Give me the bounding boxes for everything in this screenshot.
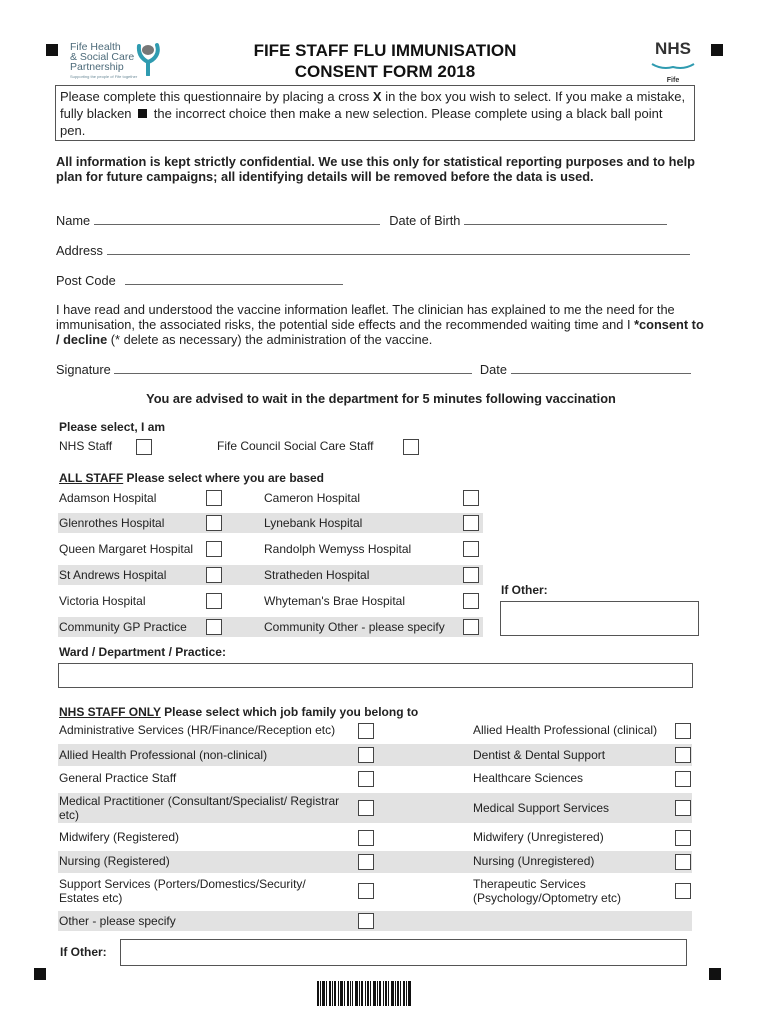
job-right-label: Midwifery (Unregistered) bbox=[473, 830, 604, 844]
consent-statement bbox=[56, 302, 706, 347]
job-left-checkbox[interactable] bbox=[358, 747, 374, 763]
location-right-label: Lynebank Hospital bbox=[264, 516, 363, 530]
job-right-label: Medical Support Services bbox=[473, 801, 610, 815]
location-left-label: St Andrews Hospital bbox=[59, 568, 167, 582]
location-left-checkbox[interactable] bbox=[206, 619, 222, 635]
nhs-logo-sub: Fife bbox=[666, 77, 680, 84]
job-row-5 bbox=[58, 827, 692, 849]
postcode-row bbox=[56, 272, 701, 288]
title-line-1: FIFE STAFF FLU IMMUNISATION bbox=[253, 41, 517, 60]
job-if-other-label: If Other: bbox=[60, 945, 107, 959]
location-left-checkbox[interactable] bbox=[206, 567, 222, 583]
instructions-part-3: the incorrect choice then make a new selection. Please complete using a black ball point pen. bbox=[60, 106, 663, 138]
fife-hscp-logo bbox=[70, 42, 170, 82]
job-right-checkbox[interactable] bbox=[675, 747, 691, 763]
nhs-fife-logo bbox=[650, 40, 696, 85]
address-row bbox=[56, 242, 701, 258]
location-left-checkbox[interactable] bbox=[206, 490, 222, 506]
staff-type-heading: Please select, I am bbox=[59, 420, 166, 434]
page-title bbox=[230, 40, 540, 82]
logo-line-3: Partnership bbox=[70, 61, 124, 73]
job-row-2 bbox=[58, 744, 692, 766]
location-row-5 bbox=[58, 591, 483, 611]
job-left-label: Other - please specify bbox=[59, 914, 176, 928]
name-label: Name bbox=[56, 213, 91, 228]
location-right-label: Community Other - please specify bbox=[264, 620, 445, 634]
location-left-checkbox[interactable] bbox=[206, 515, 222, 531]
location-left-label: Victoria Hospital bbox=[59, 594, 146, 608]
nhs-swoosh-icon bbox=[650, 63, 696, 71]
logo-tagline: Supporting the people of Fife together bbox=[70, 74, 138, 79]
location-row-3 bbox=[58, 539, 483, 559]
consent-choice: *consent to / decline bbox=[56, 317, 704, 347]
wait-notice: You are advised to wait in the department for 5 minutes following vaccination bbox=[146, 391, 616, 406]
staff-type-option-nhs[interactable] bbox=[59, 439, 112, 453]
address-field[interactable] bbox=[107, 242, 690, 255]
job-right-checkbox[interactable] bbox=[675, 771, 691, 787]
job-family-heading bbox=[59, 705, 418, 719]
job-right-label: Allied Health Professional (clinical) bbox=[473, 723, 658, 737]
job-left-checkbox[interactable] bbox=[358, 830, 374, 846]
postcode-field[interactable] bbox=[125, 272, 343, 285]
instructions-part-1: Please complete this questionnaire by placing a cross bbox=[60, 89, 373, 104]
job-right-checkbox[interactable] bbox=[675, 854, 691, 870]
signature-field[interactable] bbox=[114, 361, 472, 374]
location-right-checkbox[interactable] bbox=[463, 541, 479, 557]
job-left-label: Support Services (Porters/Domestics/Security/ Estates etc) bbox=[59, 877, 306, 905]
nhs-staff-label: NHS Staff bbox=[59, 439, 113, 453]
location-left-checkbox[interactable] bbox=[206, 541, 222, 557]
registration-marker-bottom-left bbox=[34, 968, 46, 980]
registration-marker-top-right bbox=[711, 44, 723, 56]
location-row-4 bbox=[58, 565, 483, 585]
location-if-other-label: If Other: bbox=[501, 583, 548, 597]
location-left-label: Adamson Hospital bbox=[59, 491, 157, 505]
ward-input[interactable] bbox=[58, 663, 693, 688]
location-heading-rest: Please select where you are based bbox=[123, 471, 324, 485]
name-field[interactable] bbox=[94, 212, 380, 225]
barcode bbox=[317, 981, 411, 1006]
job-row-6 bbox=[58, 851, 692, 873]
job-left-label: Administrative Services (HR/Finance/Reception etc) bbox=[59, 723, 336, 737]
location-right-label: Randolph Wemyss Hospital bbox=[264, 542, 412, 556]
location-right-checkbox[interactable] bbox=[463, 619, 479, 635]
address-label: Address bbox=[56, 243, 103, 258]
job-left-label: General Practice Staff bbox=[59, 771, 177, 785]
location-if-other-input[interactable] bbox=[500, 601, 699, 636]
job-family-heading-underlined: NHS STAFF ONLY bbox=[59, 705, 161, 719]
registration-marker-bottom-right bbox=[709, 968, 721, 980]
postcode-label: Post Code bbox=[56, 273, 116, 288]
location-right-checkbox[interactable] bbox=[463, 490, 479, 506]
location-heading-underlined: ALL STAFF bbox=[59, 471, 124, 485]
job-left-checkbox[interactable] bbox=[358, 854, 374, 870]
location-right-checkbox[interactable] bbox=[463, 593, 479, 609]
job-row-4 bbox=[58, 793, 692, 823]
job-right-label: Dentist & Dental Support bbox=[473, 748, 606, 762]
location-left-label: Queen Margaret Hospital bbox=[59, 542, 194, 556]
job-row-1 bbox=[58, 720, 692, 742]
location-row-2 bbox=[58, 513, 483, 533]
location-left-label: Glenrothes Hospital bbox=[59, 516, 165, 530]
job-family-heading-rest: Please select which job family you belong to bbox=[160, 705, 419, 719]
nhs-logo-text: NHS bbox=[655, 39, 691, 58]
job-left-checkbox[interactable] bbox=[358, 800, 374, 816]
staff-type-option-council[interactable] bbox=[217, 439, 374, 453]
council-staff-checkbox[interactable] bbox=[403, 439, 419, 455]
partnership-figure-icon bbox=[136, 42, 162, 76]
signature-row bbox=[56, 361, 701, 377]
dob-label: Date of Birth bbox=[389, 213, 461, 228]
title-line-2: CONSENT FORM 2018 bbox=[294, 62, 476, 81]
job-left-checkbox[interactable] bbox=[358, 723, 374, 739]
job-right-checkbox[interactable] bbox=[675, 830, 691, 846]
location-row-1 bbox=[58, 488, 483, 508]
location-right-label: Stratheden Hospital bbox=[264, 568, 370, 582]
instructions-part-2: in the box you wish to select. If you make a mistake, fully blacken bbox=[60, 89, 686, 121]
job-left-label: Medical Practitioner (Consultant/Specialist/ Registrar etc) bbox=[59, 794, 340, 822]
location-left-checkbox[interactable] bbox=[206, 593, 222, 609]
job-right-label: Healthcare Sciences bbox=[473, 771, 584, 785]
logo-line-1: Fife Health bbox=[70, 41, 121, 53]
job-left-label: Midwifery (Registered) bbox=[59, 830, 180, 844]
location-right-checkbox[interactable] bbox=[463, 515, 479, 531]
job-left-label: Allied Health Professional (non-clinical) bbox=[59, 748, 268, 762]
location-left-label: Community GP Practice bbox=[59, 620, 187, 634]
cross-icon: X bbox=[372, 89, 382, 104]
date-field[interactable] bbox=[511, 361, 691, 374]
job-left-checkbox[interactable] bbox=[358, 771, 374, 787]
signature-label: Signature bbox=[56, 362, 111, 377]
job-right-checkbox[interactable] bbox=[675, 800, 691, 816]
registration-marker-top-left bbox=[46, 44, 58, 56]
dob-field[interactable] bbox=[464, 212, 667, 225]
job-right-checkbox[interactable] bbox=[675, 723, 691, 739]
job-right-checkbox[interactable] bbox=[675, 883, 691, 899]
job-row-8 bbox=[58, 911, 692, 931]
consent-part-1: I have read and understood the vaccine information leaflet. The clinician has explained to me the need for the immunisation, the associated risks, the potential side effects and the recommended waiting time and I bbox=[56, 302, 675, 332]
job-row-3 bbox=[58, 768, 692, 790]
instructions-box bbox=[55, 85, 695, 141]
council-staff-label: Fife Council Social Care Staff bbox=[217, 439, 374, 453]
confidentiality-notice: All information is kept strictly confidential. We use this only for statistical reporting purposes and to help plan for future campaigns; all identifying details will be removed before the data is used. bbox=[56, 154, 695, 184]
nhs-staff-checkbox[interactable] bbox=[136, 439, 152, 455]
consent-part-2: (* delete as necessary) the administration of the vaccine. bbox=[107, 332, 433, 347]
location-right-checkbox[interactable] bbox=[463, 567, 479, 583]
job-row-7 bbox=[58, 875, 692, 909]
location-row-6 bbox=[58, 617, 483, 637]
job-left-checkbox[interactable] bbox=[358, 883, 374, 899]
job-left-label: Nursing (Registered) bbox=[59, 854, 170, 868]
job-right-label: Therapeutic Services (Psychology/Optometry etc) bbox=[473, 877, 622, 905]
job-if-other-input[interactable] bbox=[120, 939, 687, 966]
date-label: Date bbox=[479, 362, 507, 377]
blackened-box-icon bbox=[138, 109, 147, 118]
ward-label: Ward / Department / Practice: bbox=[59, 645, 226, 659]
location-right-label: Cameron Hospital bbox=[264, 491, 361, 505]
logo-line-2: & Social Care bbox=[70, 51, 135, 63]
location-right-label: Whyteman's Brae Hospital bbox=[264, 594, 406, 608]
name-row bbox=[56, 212, 701, 228]
job-right-label: Nursing (Unregistered) bbox=[473, 854, 595, 868]
location-heading bbox=[59, 471, 324, 485]
job-left-checkbox[interactable] bbox=[358, 913, 374, 929]
